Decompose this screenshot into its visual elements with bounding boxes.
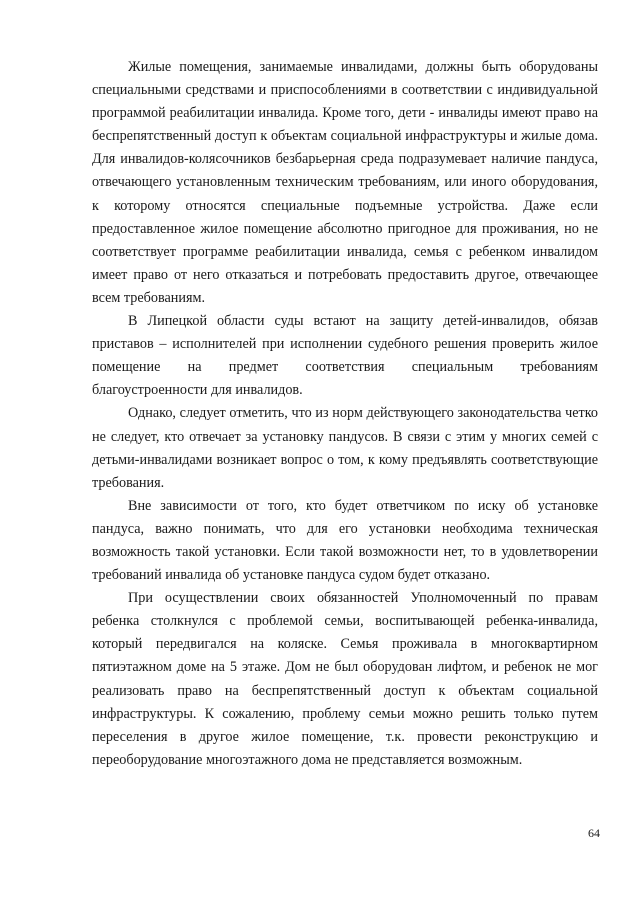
paragraph-lipetsk-courts: В Липецкой области суды встают на защиту детей-инвалидов, обязав приставов – исполнителей при исполнении судебного решения проверить жилое помещение на предмет соответствия специальным требованиям благоустроенности для инвалидов.	[92, 313, 598, 399]
paragraph-ombudsman-case: При осуществлении своих обязанностей Уполномоченный по правам ребенка столкнулся с проблемой семьи, воспитывающей ребенка-инвалида, который передвигался на коляске. Семья проживала в многоквартирном пятиэтажном доме на 5 этаже. Дом не был оборудован лифтом, и ребенок не мог реализовать право на беспрепятственный доступ к объектам социальной инфраструктуры. К сожалению, проблему семьи можно решить только путем переселения в другое жилое помещение, т.к. провести реконструкцию и переоборудование многоэтажного дома не представляется возможным.	[92, 590, 598, 768]
document-body	[92, 56, 598, 772]
paragraph-technical-possibility: Вне зависимости от того, кто будет ответчиком по иску об установке пандуса, важно понимать, что для его установки необходима техническая возможность такой установки. Если такой возможности нет, то в удовлетворении требований инвалида об установке пандуса судом будет отказано.	[92, 497, 598, 584]
page-number: 64	[588, 826, 600, 840]
paragraph-accessible-housing: Жилые помещения, занимаемые инвалидами, должны быть оборудованы специальными средствами и приспособлениями в соответствии с индивидуальной программой реабилитации инвалида. Кроме того, дети - инвалиды имеют право на беспрепятственный доступ к объектам социальной инфраструктуры и жилые дома. Для инвалидов-колясочников безбарьерная среда подразумевает наличие пандуса, отвечающего установленным техническим требованиям, или иного оборудования, к которому относятся специальные подъемные устройства. Даже если предоставленное жилое помещение абсолютно пригодное для проживания, но не соответствует программе реабилитации инвалида, семья с ребенком инвалидом имеет право от него отказаться и потребовать предоставить другое, отвечающее всем требованиям.	[92, 59, 598, 306]
paragraph-ramp-responsibility: Однако, следует отметить, что из норм действующего законодательства четко не следует, кто отвечает за установку пандусов. В связи с этим у многих семей с детьми-инвалидами возникает вопрос о том, к кому предъявлять соответствующие требования.	[92, 405, 598, 491]
